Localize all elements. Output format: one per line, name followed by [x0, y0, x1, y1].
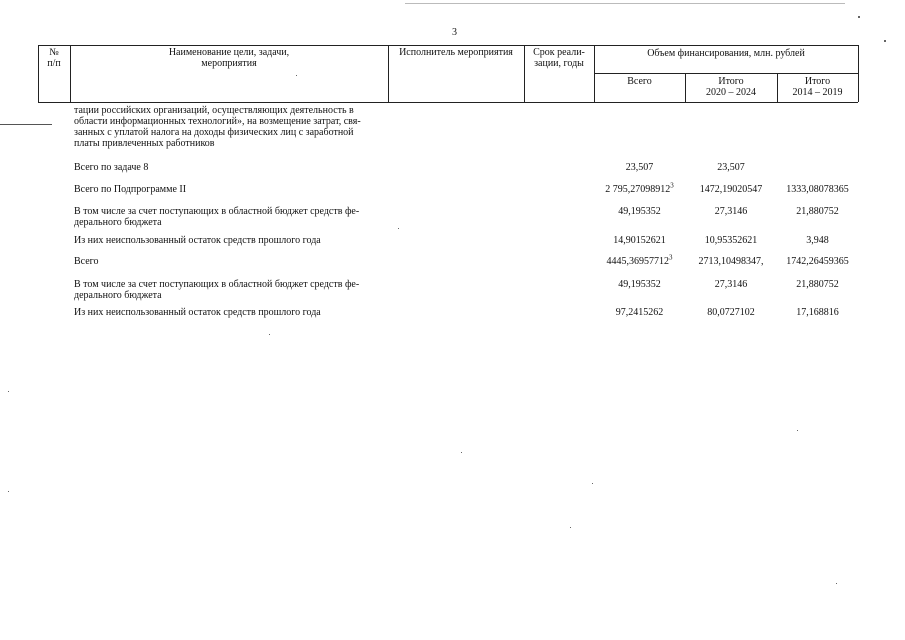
row-label: В том числе за счет поступающих в областной бюджет средств фе- дерального бюджета [74, 279, 360, 301]
funding-subheader-border [594, 73, 858, 74]
header-name: Наименование цели, задачи, мероприятия [168, 47, 290, 69]
header-top-border [38, 45, 858, 46]
col-border-7 [858, 45, 859, 102]
row-label: Из них неиспользованный остаток средств прошлого года [74, 235, 321, 246]
header-period-2014-2019: Итого 2014 – 2019 [792, 76, 843, 98]
margin-dash [0, 124, 52, 125]
row-period1: 10,95352621 [704, 235, 758, 246]
header-funding: Объем финансирования, млн. рублей [647, 48, 805, 59]
scan-speck [8, 491, 9, 492]
scan-speck [8, 391, 9, 392]
row-total: 14,90152621 [613, 235, 666, 246]
scan-speck [269, 334, 270, 335]
continuation-line: платы привлеченных работников [74, 138, 215, 149]
header-total: Всего [627, 76, 652, 87]
row-label: Всего по задаче 8 [74, 162, 149, 173]
row-period1: 80,0727102 [707, 307, 755, 318]
scan-speck [296, 75, 297, 76]
continuation-text [74, 105, 389, 149]
continuation-line: области информационных технологий», на возмещение затрат, свя- [74, 116, 361, 127]
scan-speck [836, 583, 837, 584]
row-total: 49,195352 [618, 279, 661, 290]
row-total [594, 253, 685, 267]
header-term: Срок реали- зации, годы [533, 47, 585, 69]
header-executor: Исполнитель мероприятия [399, 47, 513, 58]
row-period1: 27,3146 [714, 279, 748, 290]
row-period2: 21,880752 [796, 279, 839, 290]
scan-speck [570, 527, 571, 528]
row-period2: 17,168816 [796, 307, 839, 318]
scan-speck [461, 452, 462, 453]
row-period2: 3,948 [806, 235, 829, 246]
page-number: 3 [452, 27, 457, 38]
row-total-value: 2 795,27098912 [605, 184, 671, 195]
row-period1: 23,507 [717, 162, 745, 173]
row-label: Из них неиспользованный остаток средств прошлого года [74, 307, 321, 318]
row-period1: 2713,10498347, [698, 256, 764, 267]
row-total: 23,507 [625, 162, 654, 173]
continuation-line: занных с уплатой налога на доходы физических лиц с заработной [74, 127, 354, 138]
scan-speck [858, 16, 860, 18]
footnote-mark: 3 [669, 253, 673, 262]
header-number: № п/п [47, 47, 61, 69]
row-label: Всего по Подпрограмме II [74, 184, 187, 195]
row-total: 49,195352 [618, 206, 661, 217]
scan-speck [592, 483, 593, 484]
header-period-2020-2024: Итого 2020 – 2024 [706, 76, 756, 98]
row-total [594, 181, 685, 195]
row-label: Всего [74, 256, 99, 267]
row-period1: 1472,19020547 [699, 184, 763, 195]
row-total: 97,2415262 [615, 307, 664, 318]
row-period2: 1333,08078365 [786, 184, 849, 195]
row-period2: 21,880752 [796, 206, 839, 217]
scan-speck [884, 40, 886, 42]
row-period2: 1742,26459365 [786, 256, 849, 267]
scan-speck [398, 228, 399, 229]
continuation-line: тации российских организаций, осуществляющих деятельность в [74, 105, 354, 116]
top-rule [405, 3, 845, 4]
footnote-mark: 3 [670, 181, 674, 190]
row-label: В том числе за счет поступающих в областной бюджет средств фе- дерального бюджета [74, 206, 360, 228]
row-period1: 27,3146 [714, 206, 748, 217]
header-bottom-border [38, 102, 858, 103]
row-total-value: 4445,36957712 [606, 256, 669, 267]
scan-speck [797, 430, 798, 431]
